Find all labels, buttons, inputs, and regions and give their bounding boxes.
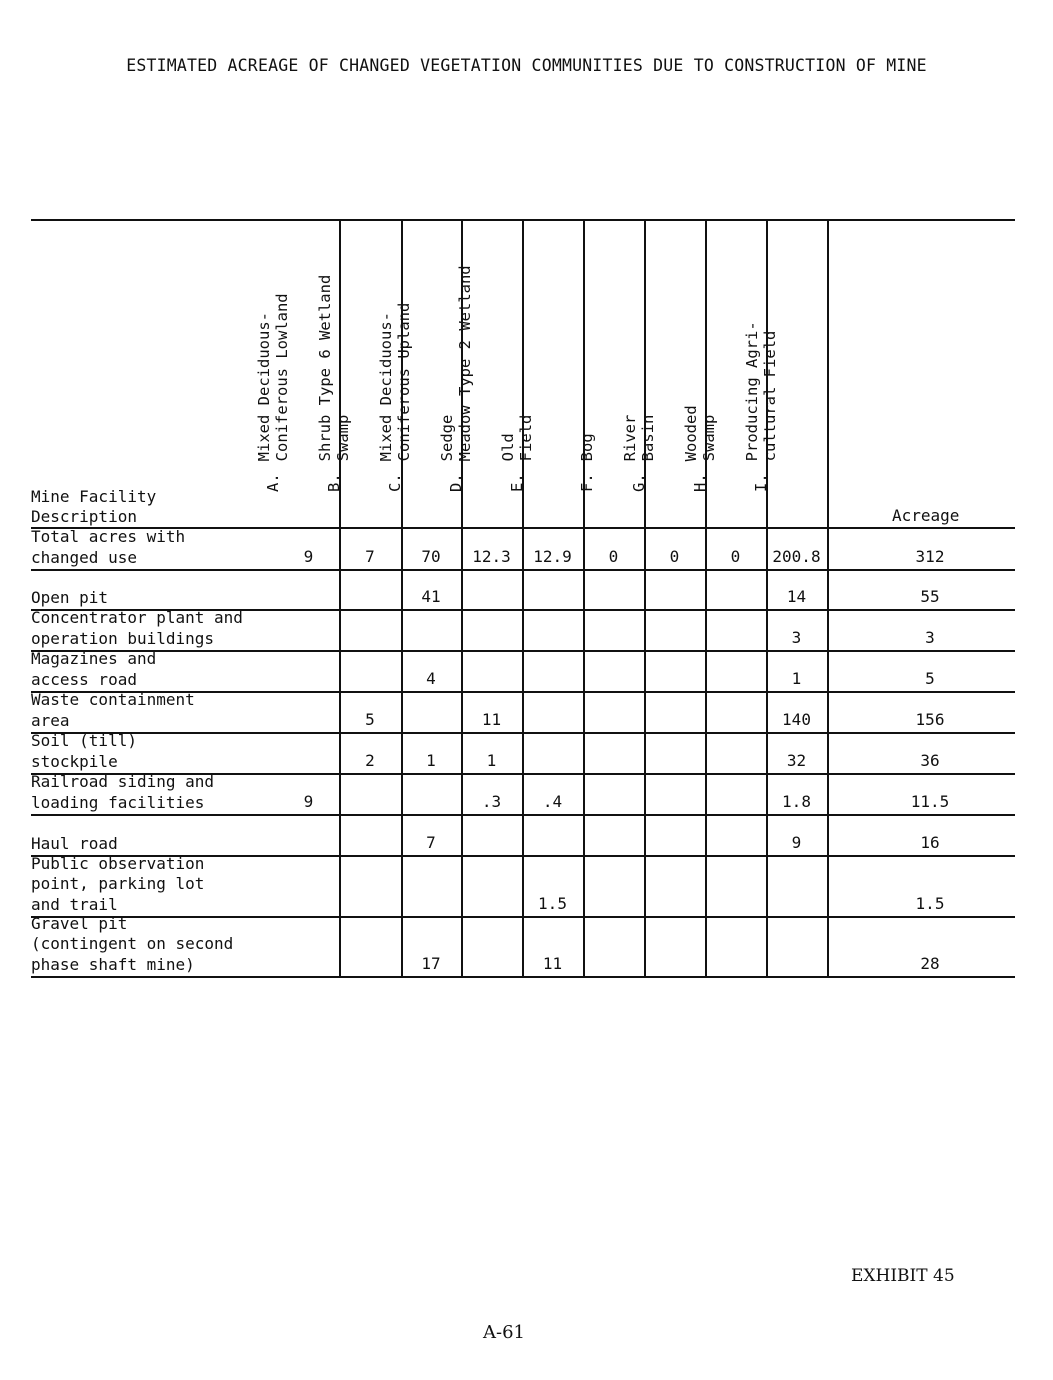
acreage-cell: 55 [920,587,940,606]
column-header-text [743,321,779,492]
table-cell: 2 [365,751,375,770]
table-cell: 17 [421,954,441,973]
table-cell: 1.5 [538,894,567,913]
column-name-line: Basin [638,414,657,462]
table-cell: 12.3 [472,547,511,566]
table-cell: 12.9 [533,547,572,566]
column-name-line: Meadow Type 2 Wetland [455,265,474,462]
column-name [499,415,535,462]
table-cell: 5 [365,710,375,729]
column-name [377,303,413,462]
column-name [578,433,596,461]
table-cell: 9 [303,792,314,811]
column-name-line: Shrub Type 6 Wetland [316,274,334,462]
table-cell: 4 [426,669,436,688]
column-name-line: River [620,414,639,462]
table-cell: 0 [669,547,680,566]
table-cell: .3 [481,792,502,811]
row-label: Magazines and access road [31,649,157,689]
acreage-cell: 11.5 [910,792,950,811]
table-cell: 9 [303,547,314,566]
table-cell: 70 [421,547,441,566]
table-cell: 41 [421,587,441,606]
column-letter: B. [325,473,343,492]
page-number: A-61 [483,1322,525,1343]
row-label: Waste containment area [31,690,195,730]
row-label: Gravel pit (contingent on second phase shaft mine) [31,913,234,974]
acreage-cell: 5 [925,669,935,688]
facility-header-line-1: Mine Facility [31,487,157,506]
column-letter: A. [263,473,282,492]
column-name [316,275,352,462]
table-cell: 0 [608,547,619,566]
table-cell: 9 [791,833,802,852]
column-letter: I. [751,473,770,492]
row-label: Public observation point, parking lot and trail [31,853,205,914]
column-name-line: Sedge [437,414,456,462]
facility-column-header [31,487,156,527]
column-name-line: Producing Agri- [742,321,761,462]
column-letter: G. [629,473,648,492]
table-cell: 14 [786,587,807,606]
table-cell: 32 [786,751,807,770]
column-name-line: Swamp [334,414,352,462]
table-cell: 11 [542,954,563,973]
column-letter: H. [690,473,709,492]
table-cell: 0 [730,547,741,566]
table-cell: 1 [486,751,497,770]
table-cell: 1 [791,669,802,688]
column-name [682,405,718,461]
acreage-cell: 156 [915,710,945,729]
acreage-cell: 3 [925,628,935,647]
column-header-text [438,265,474,492]
column-letter: E. [507,473,526,492]
column-rule [522,219,524,977]
acreage-cell: 312 [915,547,945,566]
column-header-text [255,293,291,492]
acreage-cell: 28 [920,954,940,973]
column-name-line: cultural Field [760,330,779,462]
column-header-text [682,405,718,492]
row-label: Haul road [31,833,118,853]
facility-header-line-2: Description [31,507,137,526]
column-name-line: Mixed Deciduous- [254,312,273,462]
acreage-cell: 1.5 [915,894,945,913]
column-header-text [499,415,535,492]
column-letter: D. [446,473,465,492]
row-label: Total acres with changed use [31,527,186,567]
column-rule [583,219,585,977]
table-cell: 3 [791,628,802,647]
column-name [621,415,657,462]
column-rule [644,219,646,977]
table-title: ESTIMATED ACREAGE OF CHANGED VEGETATION COMMUNITIES DUE TO CONSTRUCTION OF MINE [126,56,927,75]
table-cell: 7 [426,833,436,852]
column-name [255,293,291,461]
acreage-cell: 16 [920,833,940,852]
column-header-text [578,433,596,492]
row-label: Railroad siding and loading facilities [31,772,215,812]
column-name-line: Mixed Deciduous- [377,312,395,462]
column-header-text [621,415,657,492]
column-name-line: Bog [577,433,596,462]
table-cell: 1.8 [782,792,811,811]
column-rule [827,219,829,977]
column-name-line: Old [498,433,517,462]
column-name [743,321,779,461]
row-label: Soil (till) stockpile [31,731,137,771]
column-name-line: Swamp [699,414,718,462]
column-name-line: Field [516,414,535,462]
table-cell: 7 [365,547,375,566]
table-cell: .4 [542,792,563,811]
table-cell: 1 [426,751,436,770]
column-header-text [377,303,413,492]
table-cell: 200.8 [772,547,821,566]
column-name [438,265,474,461]
acreage-cell: 36 [920,751,940,770]
table-cell: 11 [481,710,502,729]
column-rule [705,219,707,977]
column-name-line: Coniferous Upland [395,302,413,462]
row-label: Concentrator plant and operation buildings [31,608,243,648]
column-header-text [316,275,352,492]
column-name-line: Wooded [681,405,700,462]
row-label: Open pit [31,587,109,607]
table-cell: 140 [782,710,811,729]
column-name-line: Coniferous Lowland [272,293,291,462]
column-letter: F. [577,473,596,492]
column-letter: C. [386,473,404,492]
acreage-column-header: Acreage [892,506,960,525]
exhibit-label: EXHIBIT 45 [851,1266,955,1286]
